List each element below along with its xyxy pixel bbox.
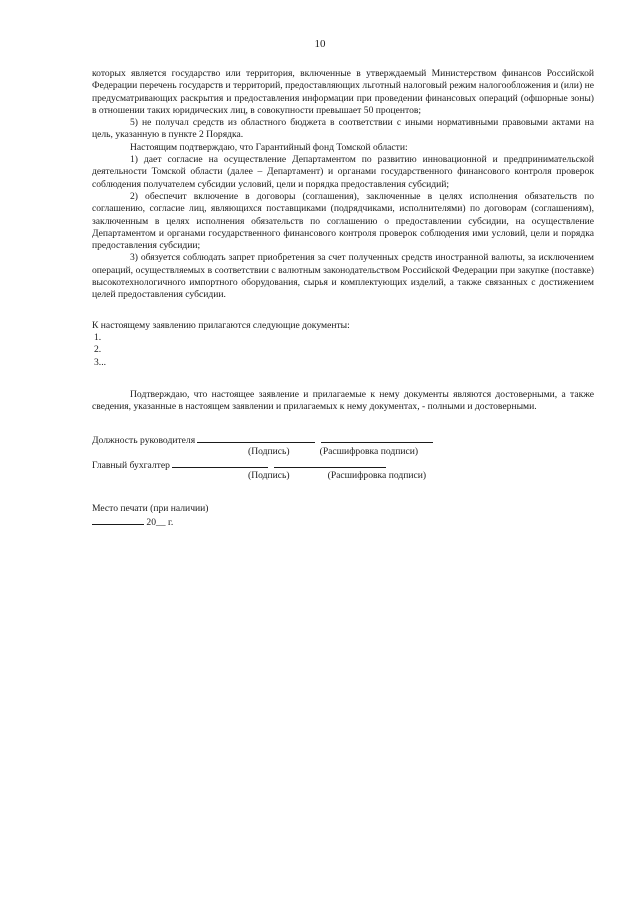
page-number: 10 xyxy=(314,38,326,50)
decode-caption: (Расшифровка подписи) xyxy=(319,445,419,457)
confirmation-section xyxy=(92,389,594,414)
attachment-item: 1. xyxy=(94,331,102,343)
date-line xyxy=(92,515,144,525)
date-template: 20__ г. xyxy=(146,516,174,528)
accountant-signature-row xyxy=(92,458,594,470)
date-row xyxy=(92,515,594,529)
head-position-label: Должность руководителя xyxy=(92,435,196,447)
accountant-decode-line xyxy=(274,458,386,468)
head-signature-row xyxy=(92,433,594,445)
attachments-intro: К настоящему заявлению прилагаются следующие документы: xyxy=(92,319,350,331)
seal-label: Место печати (при наличии) xyxy=(92,502,209,514)
signature-block xyxy=(92,433,594,482)
attachment-item: 2. xyxy=(94,344,102,356)
accountant-label: Главный бухгалтер xyxy=(92,460,170,472)
accountant-signature-line xyxy=(172,458,268,468)
paragraph: которых является государство или территория, включенные в утверждаемый Министерством финансов Российской Федерации перечень государств и территорий, предоставляющих льготный налоговый режим налогообложения и (или) не предусматривающих раскрытия и предоставления информации при проведении финансовых операций (офшорные зоны) в отношении таких юридических лиц, в совокупности превышает 50 процентов; xyxy=(92,68,594,116)
sign-caption: (Подпись) xyxy=(248,470,290,482)
decode-caption: (Расшифровка подписи) xyxy=(327,470,427,482)
paragraph: 3) обязуется соблюдать запрет приобретения за счет полученных средств иностранной валюты, за исключением операций, осуществляемых в соответствии с валютным законодательством Российской Федерации при закупке (поставке) высокотехнологичного импортного оборудования, сырья и комплектующих изделий, а также связанных с достижением целей предоставления субсидии. xyxy=(92,252,594,301)
head-signature-line xyxy=(197,433,315,443)
sign-caption: (Подпись) xyxy=(248,445,290,457)
seal-section xyxy=(92,503,594,530)
confirmation-text: Подтверждаю, что настоящее заявление и прилагаемые к нему документы являются достоверными, а также сведения, указанные в настоящем заявлении и прилагаемых к нему документах, - полными и достоверными. xyxy=(92,388,594,413)
paragraph: Настоящим подтверждаю, что Гарантийный фонд Томской области: xyxy=(130,141,408,153)
attachment-item: 3... xyxy=(94,356,106,368)
paragraph: 5) не получал средств из областного бюджета в соответствии с иными нормативными правовыми актами на цель, указанную в пункте 2 Порядка. xyxy=(92,117,594,141)
paragraph: 1) дает согласие на осуществление Департаментом по развитию инновационной и предпринимательской деятельности Томской области (далее – Департамент) и органами государственного финансового контроля проверок соблюдения получателем субсидии условий, цели и порядка предоставления субсидий; xyxy=(92,154,594,190)
paragraph: 2) обеспечит включение в договоры (соглашения), заключенные в целях исполнения обязательств по соглашению, согласие лиц, являющихся поставщиками (подрядчиками, исполнителями) по договорам (соглашениям), заключенным в целях исполнения обязательств по соглашению о предоставлении субсидии, на осуществление Департаментом и органами государственного финансового контроля проверок соблюдения ими условий, цели и порядка предоставления субсидии; xyxy=(92,190,594,252)
document-body xyxy=(92,68,594,529)
attachments-list xyxy=(92,332,594,369)
attachments-section xyxy=(92,320,594,369)
head-decode-line xyxy=(321,433,433,443)
